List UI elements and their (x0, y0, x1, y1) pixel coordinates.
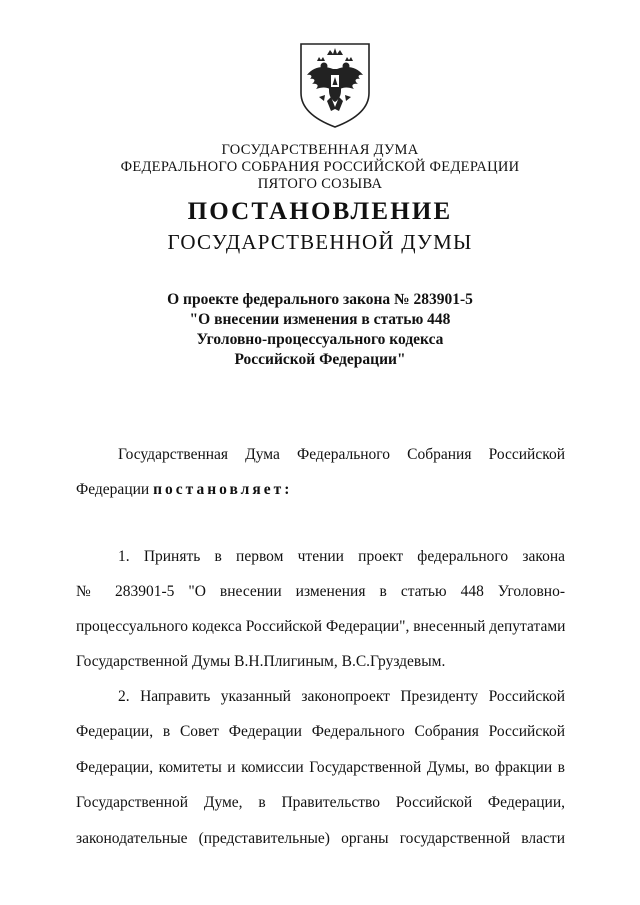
subject-line: Российской Федерации" (234, 351, 406, 368)
coat-of-arms-icon (297, 41, 373, 129)
paragraph-2-line: Федерации, комитеты и комиссии Государственной Думы, во фракции в (76, 759, 565, 776)
subject-line: О проекте федерального закона № 283901-5 (167, 291, 473, 308)
paragraph-2-line: 2. Направить указанный законопроект Президенту Российской (118, 688, 565, 705)
paragraph-2-line: Федерации, в Совет Федерации Федерального Собрания Российской (76, 723, 565, 740)
header-line-convocation: ПЯТОГО СОЗЫВА (257, 176, 383, 192)
subject-line: Уголовно-процессуального кодекса (196, 331, 444, 348)
document-title: ПОСТАНОВЛЕНИЕ (187, 198, 453, 225)
preamble-line (76, 480, 292, 500)
header-line-assembly: ФЕДЕРАЛЬНОГО СОБРАНИЯ РОССИЙСКОЙ ФЕДЕРАЦИИ (120, 159, 520, 175)
paragraph-2-line: законодательные (представительные) органы государственной власти (76, 830, 565, 847)
preamble-verb: постановляет: (153, 481, 293, 498)
document-subject (0, 290, 640, 370)
preamble-prefix: Федерации (76, 481, 154, 498)
paragraph-2-line: Государственной Думе, в Правительство Российской Федерации, (76, 794, 565, 811)
paragraph-1-line: 1. Принять в первом чтении проект федерального закона (118, 548, 565, 565)
preamble-line: Государственная Дума Федерального Собрания Российской (118, 446, 565, 463)
header-line-duma: ГОСУДАРСТВЕННАЯ ДУМА (221, 142, 419, 158)
paragraph-1-line: Государственной Думы В.Н.Плигиным, В.С.Груздевым. (76, 653, 446, 670)
paragraph-1-line: процессуального кодекса Российской Федерации", внесенный депутатами (76, 618, 566, 635)
paragraph-1-line: № 283901-5 "О внесении изменения в статью 448 Уголовно- (76, 583, 565, 600)
document-subtitle: ГОСУДАРСТВЕННОЙ ДУМЫ (167, 230, 473, 254)
subject-line: "О внесении изменения в статью 448 (189, 311, 451, 328)
